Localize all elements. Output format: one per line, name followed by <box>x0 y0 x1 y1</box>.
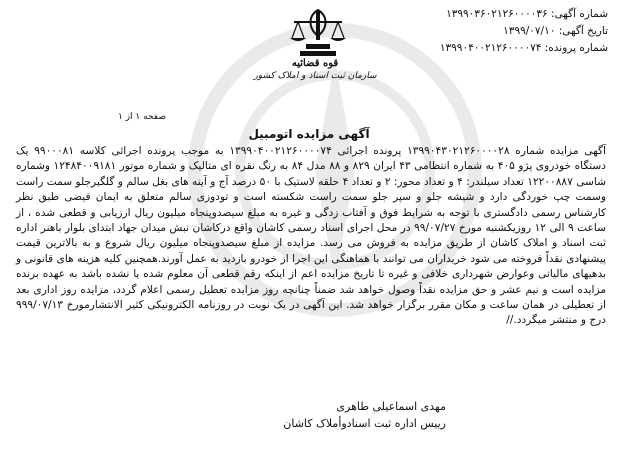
file-number-label: شماره پرونده: <box>544 42 608 54</box>
judiciary-emblem-icon <box>286 6 350 58</box>
body-paragraph: آگهی مزایده شماره ۱۳۹۹۰۴۳۰۲۱۲۶۰۰۰۰۲۸ پرونده اجرائی ۱۳۹۹۰۴۰۰۲۱۲۶۰۰۰۰۷۴ به موجب پرونده اجرائی کلاسه ۹۹۰۰۰۸۱ یک دستگاه خودروی پژو ۴۰۵ به شماره انتظامی ۴۳ ایران ۸۲۹ و ۸۸ مدل ۸۴ به رنگ نقره ای متالیک و شماره موتور ۱۲۴۸۴۰۰۹۱۸۱ وشماره شاسی ۱۲۲۰۰۸۸۷ تعداد سیلندر: ۴ و تعداد محور: ۲ و تعداد ۴ حلقه لاستیک با ۵۰ درصد آج و آینه های بغل سالم و گلگیرجلو سمت راست وسمت چپ خوردگی دارد و شیشه جلو و سپر جلو سمت راست شکسته است و تودوزی سالم متعلق به ایمان فیضی طبق نظر کارشناس رسمی دادگستری با توجه به شرایط فوق و آفتاب زدگی و غیره به مبلغ سیصدوپنجاه میلیون ریال ارزیابی و قطعی شده ، از ساعت ۹ الی ۱۲ روزیکشنبه مورخ ۹۹/۰۷/۲۷ در محل اجرای اسناد رسمی کاشان واقع درکاشان نبش میدان جهاد ابتدای بلوار باهنر اداره ثبت اسناد و املاک کاشان از طریق مزایده به فروش می رسد. مزایده از مبلغ سیصدوپنجاه میلیون ریال شروع و به بالاترین قیمت پیشنهادی نقداً فروخته می شود خریداران می توانند با هماهنگی این اجرا از خودرو بازدید به عمل آورند.همچنین کلیه هزینه های قانونی و بدهیهای مالیاتی وعوارض شهرداری خلافی و غیره تا تاریخ مزایده اعم از اینکه رقم قطعی آن معلوم شده یا نشده باشد به عهده برنده مزایده است و نیم عشر و حق مزایده نقداً وصول خواهد شد ضمناً چنانچه روز مزایده تعطیل رسمی اعلام گردد، مزایده روز اداری بعد از تعطیلی در همان ساعت و مکان مقرر برگزار خواهد شد. این آگهی در یک نوبت در روزنامه الکترونیکی کثیر الانتشارمورخ ۹۹۹/۰۷/۱۳ درج و منتشر میگردد.// <box>16 145 607 327</box>
document-title: آگهی مزایده اتومبیل <box>248 127 370 141</box>
file-number-row <box>348 40 608 57</box>
org-line-judiciary: قوه قضائیه <box>291 58 339 69</box>
file-number: ۱۳۹۹۰۴۰۰۲۱۲۶۰۰۰۰۷۴ <box>439 42 542 54</box>
notice-date-row <box>348 23 608 40</box>
organization-name <box>230 58 400 81</box>
signer-role: رییس اداره ثبت اسنادوأملاک کاشان <box>283 417 446 430</box>
notice-body <box>16 144 606 329</box>
page-number: صفحه ۱ از ۱ <box>118 112 166 122</box>
notice-date: ۱۳۹۹/۰۷/۱۰ <box>503 25 556 37</box>
org-line-registration: سازمان ثبت اسناد و املاک کشور <box>253 71 377 81</box>
signer-name: مهدی اسماعیلی طاهری <box>336 400 446 413</box>
signature-block <box>283 398 446 432</box>
notice-number: ۱۳۹۹۰۳۶۰۲۱۲۶۰۰۰۰۳۶ <box>446 8 548 20</box>
notice-meta <box>348 6 608 57</box>
notice-number-label: شماره آگهی: <box>550 8 608 20</box>
notice-date-label: تاریخ آگهی: <box>558 25 608 37</box>
notice-number-row <box>348 6 608 23</box>
